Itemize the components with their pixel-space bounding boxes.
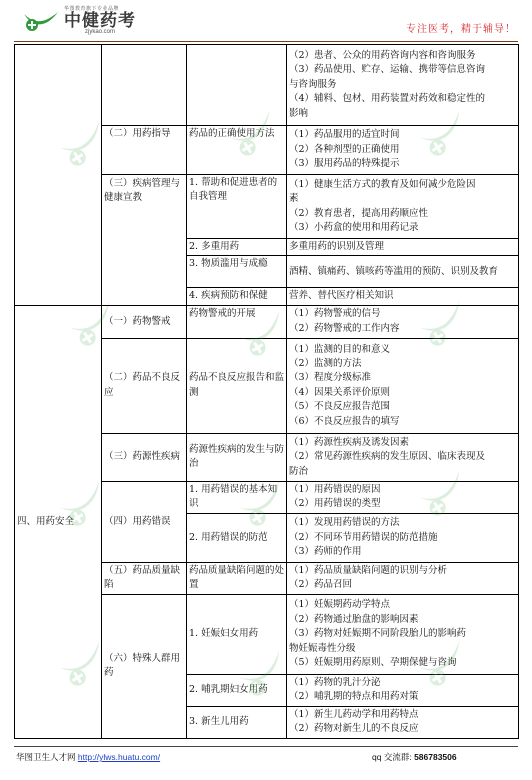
- cell-line: （1）药物的乳汁分泌: [289, 676, 381, 688]
- cell-line: （1）健康生活方式的教育及如何减少危险因: [289, 178, 476, 190]
- table-cell: 4. 疾病预防和保健: [187, 288, 287, 305]
- table-cell: [287, 305, 519, 338]
- table-cell: （一）药物警戒: [102, 305, 187, 338]
- cell-line: （3）药师的作用: [289, 546, 362, 558]
- cell-line: 影响: [289, 107, 309, 119]
- cell-line: （4）辅料、包材、用药装置对药效和稳定性的: [289, 93, 486, 105]
- table-cell: [287, 433, 519, 481]
- table-cell: （三）药源性疾病: [102, 433, 187, 481]
- cell-line: （6）不良反应报告的填写: [289, 415, 400, 427]
- cell-line: 素: [289, 193, 299, 205]
- table-cell: （五）药品质量缺陷: [102, 562, 187, 594]
- cell-line: （3）程度分级标准: [289, 372, 372, 384]
- cell-line: （3）药品使用、贮存、运输、携带等信息咨询: [289, 64, 486, 76]
- table-cell: [187, 45, 287, 126]
- cell-line: （2）常见药源性疾病的发生原因、临床表现及: [289, 451, 486, 463]
- table-cell: （六）特殊人群用药: [102, 594, 187, 738]
- table-cell: 四、用药安全: [15, 305, 102, 738]
- cell-line: （5）不良反应报告范围: [289, 401, 391, 413]
- page-header: [0, 0, 532, 40]
- table-cell: [287, 481, 519, 513]
- table-cell: 1. 妊娠妇女用药: [187, 594, 287, 674]
- table-cell: （三）疾病管理与健康宣教: [102, 175, 187, 306]
- cell-line: （1）新生儿药动学和用药特点: [289, 708, 419, 720]
- cell-line: （2）各种剂型的正确使用: [289, 143, 400, 155]
- logo: [22, 6, 136, 36]
- cell-line: （2）哺乳期的特点和用药对策: [289, 691, 419, 703]
- table-cell: （四）用药错误: [102, 481, 187, 562]
- cell-line: （1）监测的目的和意义: [289, 343, 391, 355]
- cell-line: （1）药品质量缺陷问题的识别与分析: [289, 564, 448, 576]
- header-divider: [14, 41, 518, 42]
- table-cell: [287, 175, 519, 239]
- footer-qq-number: 586783506: [414, 752, 457, 762]
- table-cell: [287, 126, 519, 175]
- table-cell: [287, 45, 519, 126]
- cell-line: （2）药品召回: [289, 579, 353, 591]
- table-cell: 2. 多重用药: [187, 239, 287, 256]
- table-cell: [287, 562, 519, 594]
- table-cell: 药品不良反应报告和监测: [187, 338, 287, 433]
- table-cell: [287, 338, 519, 433]
- logo-url: zjykaо.com: [84, 29, 115, 35]
- footer-right: [372, 751, 457, 763]
- table-cell: 1. 帮助和促进患者的自我管理: [187, 175, 287, 239]
- cell-line: （2）药物对新生儿的不良反应: [289, 723, 419, 735]
- table-cell: [102, 45, 187, 126]
- table-cell: 营养、替代医疗相关知识: [287, 288, 519, 305]
- cell-line: （2）监测的方法: [289, 358, 362, 369]
- footer-site-name: 华图卫生人才网: [16, 752, 76, 762]
- cell-line: （1）发现用药错误的方法: [289, 517, 400, 529]
- cell-line: （5）妊娠期用药原则、孕期保健与咨询: [289, 656, 457, 668]
- table-cell: 药源性疾病的发生与防治: [187, 433, 287, 481]
- table-cell: 药品质量缺陷问题的处置: [187, 562, 287, 594]
- table-cell: 2. 用药错误的防范: [187, 513, 287, 562]
- table-cell: 药物警戒的开展: [187, 305, 287, 338]
- cell-line: （2）药物通过胎盘的影响因素: [289, 613, 419, 625]
- cell-line: 与咨询服务: [289, 78, 337, 90]
- logo-title: 中健药考: [64, 11, 136, 30]
- cell-line: （1）妊娠期药动学特点: [289, 599, 391, 611]
- cell-line: （2）教育患者，提高用药顺应性: [289, 207, 429, 219]
- footer-divider: [14, 746, 518, 747]
- cell-line: （3）小药盒的使用和用药记录: [289, 221, 419, 233]
- cell-line: 物妊娠毒性分级: [289, 642, 356, 654]
- syllabus-table: [14, 44, 519, 739]
- cell-line: （3）服用药品的特殊提示: [289, 158, 400, 170]
- table-row: [15, 45, 519, 126]
- table-cell: 2. 哺乳期妇女用药: [187, 674, 287, 706]
- table-cell: [287, 513, 519, 562]
- cell-line: （1）药源性疾病及诱发因素: [289, 436, 410, 448]
- cell-line: （3）药物对妊娠期不同阶段胎儿的影响药: [289, 628, 467, 640]
- table-cell: [287, 594, 519, 674]
- table-cell: （二）用药指导: [102, 126, 187, 175]
- footer-site-link[interactable]: http://ylws.huatu.com/: [77, 752, 161, 762]
- cell-line: （2）不同环节用药错误的防范措施: [289, 531, 438, 543]
- logo-tagline: 华图教育旗下专业品牌: [64, 6, 120, 12]
- page-footer: [0, 742, 532, 780]
- header-slogan: 专注医考，精于辅导！: [406, 24, 516, 35]
- table-cell: 多重用药的识别及管理: [287, 239, 519, 256]
- cell-line: （1）用药错误的原因: [289, 483, 381, 495]
- table-cell: 3. 物质滥用与成瘾: [187, 256, 287, 288]
- cell-line: （2）患者、公众的用药咨询内容和咨询服务: [289, 49, 476, 61]
- footer-left: [16, 751, 160, 763]
- table-cell: （二）药品不良反应: [102, 338, 187, 433]
- cell-line: （1）药物警戒的信号: [289, 308, 381, 320]
- table-cell: 药品的正确使用方法: [187, 126, 287, 175]
- table-cell: [15, 45, 102, 306]
- logo-mark-icon: [22, 8, 60, 34]
- table-cell: 1. 用药错误的基本知识: [187, 481, 287, 513]
- cell-line: （2）用药错误的类型: [289, 498, 381, 510]
- cell-line: （2）药物警戒的工作内容: [289, 322, 400, 334]
- cell-line: （1）药品服用的适宜时间: [289, 129, 400, 141]
- table-row: [15, 305, 519, 338]
- table-cell: [287, 706, 519, 738]
- table-cell: 酒精、镇痛药、镇咳药等滥用的预防、识别及教育: [287, 256, 519, 288]
- table-cell: [287, 674, 519, 706]
- footer-qq-label: qq 交流群:: [372, 752, 412, 762]
- cell-line: 防治: [289, 465, 309, 477]
- cell-line: （4）因果关系评价原则: [289, 386, 391, 398]
- table-cell: 3. 新生儿用药: [187, 706, 287, 738]
